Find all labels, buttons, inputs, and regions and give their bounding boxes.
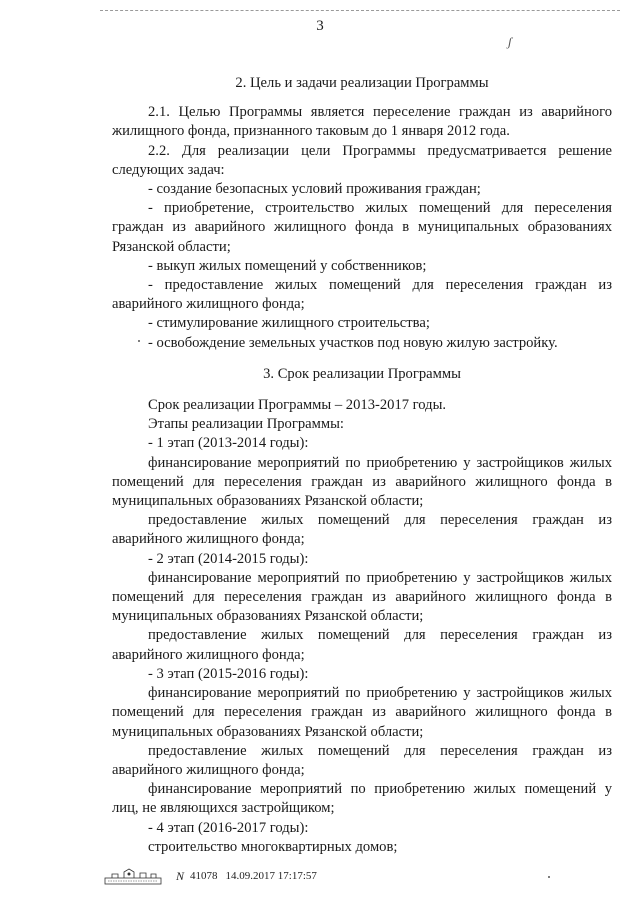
stage-item: финансирование мероприятий по приобретению у застройщиков жилых помещений для переселения граждан из аварийного жилищного фонда в муниципальных образованиях Рязанской области; (112, 685, 612, 740)
section-2-paragraph-2: 2.2. Для реализации цели Программы предусматривается решение следующих задач: (112, 142, 612, 178)
scan-speck (548, 876, 550, 878)
section-3-heading: 3. Срок реализации Программы (263, 365, 461, 382)
task-item: - освобождение земельных участков под новую жилую застройку. (148, 334, 558, 351)
stage-2-title: - 2 этап (2014-2015 годы): (148, 550, 309, 567)
task-item: - стимулирование жилищного строительства; (148, 315, 430, 332)
doc-number: 41078 (190, 870, 218, 882)
page-number: 3 (316, 18, 324, 34)
stage-3-title: - 3 этап (2015-2016 годы): (148, 665, 309, 682)
task-item: - выкуп жилых помещений у собственников; (148, 257, 427, 274)
stage-item: предоставление жилых помещений для переселения граждан из аварийного жилищного фонда; (112, 512, 612, 548)
document-footer (104, 866, 317, 886)
program-term: Срок реализации Программы – 2013-2017 годы. (148, 397, 447, 414)
stage-item: строительство многоквартирных домов; (148, 838, 398, 855)
stage-item: финансирование мероприятий по приобретению у застройщиков жилых помещений для переселения граждан из аварийного жилищного фонда в муниципальных образованиях Рязанской области; (112, 454, 612, 510)
scan-speck (138, 340, 140, 342)
stages-label: Этапы реализации Программы: (148, 416, 344, 433)
doc-datetime: 14.09.2017 17:17:57 (225, 870, 317, 882)
registry-logo-icon (104, 867, 162, 885)
stage-item: предоставление жилых помещений для переселения граждан из аварийного жилищного фонда; (112, 627, 612, 663)
top-dashed-line (100, 10, 620, 11)
document-body (112, 74, 612, 857)
doc-mark: N (176, 868, 185, 883)
stage-1-title: - 1 этап (2013-2014 годы): (148, 435, 309, 452)
stage-item: финансирование мероприятий по приобретению жилых помещений у лиц, не являющихся застройщиком; (112, 781, 612, 817)
task-item: - приобретение, строительство жилых помещений для переселения граждан из аварийного жилищного фонда в муниципальных образованиях Рязанской области; (112, 200, 612, 255)
stage-item: предоставление жилых помещений для переселения граждан из аварийного жилищного фонда; (112, 742, 612, 778)
task-item: - создание безопасных условий проживания граждан; (148, 181, 481, 198)
stage-4-title: - 4 этап (2016-2017 годы): (148, 819, 309, 836)
section-2-heading: 2. Цель и задачи реализации Программы (235, 75, 489, 91)
handwritten-mark: ʃ (508, 34, 512, 49)
section-2-paragraph-1: 2.1. Целью Программы является переселение граждан из аварийного жилищного фонда, признанного таковым до 1 января 2012 года. (112, 104, 612, 140)
task-item: - предоставление жилых помещений для переселения граждан из аварийного жилищного фонда; (112, 277, 612, 313)
stage-item: финансирование мероприятий по приобретению у застройщиков жилых помещений для переселения граждан из аварийного жилищного фонда в муниципальных образованиях Рязанской области; (112, 569, 612, 625)
